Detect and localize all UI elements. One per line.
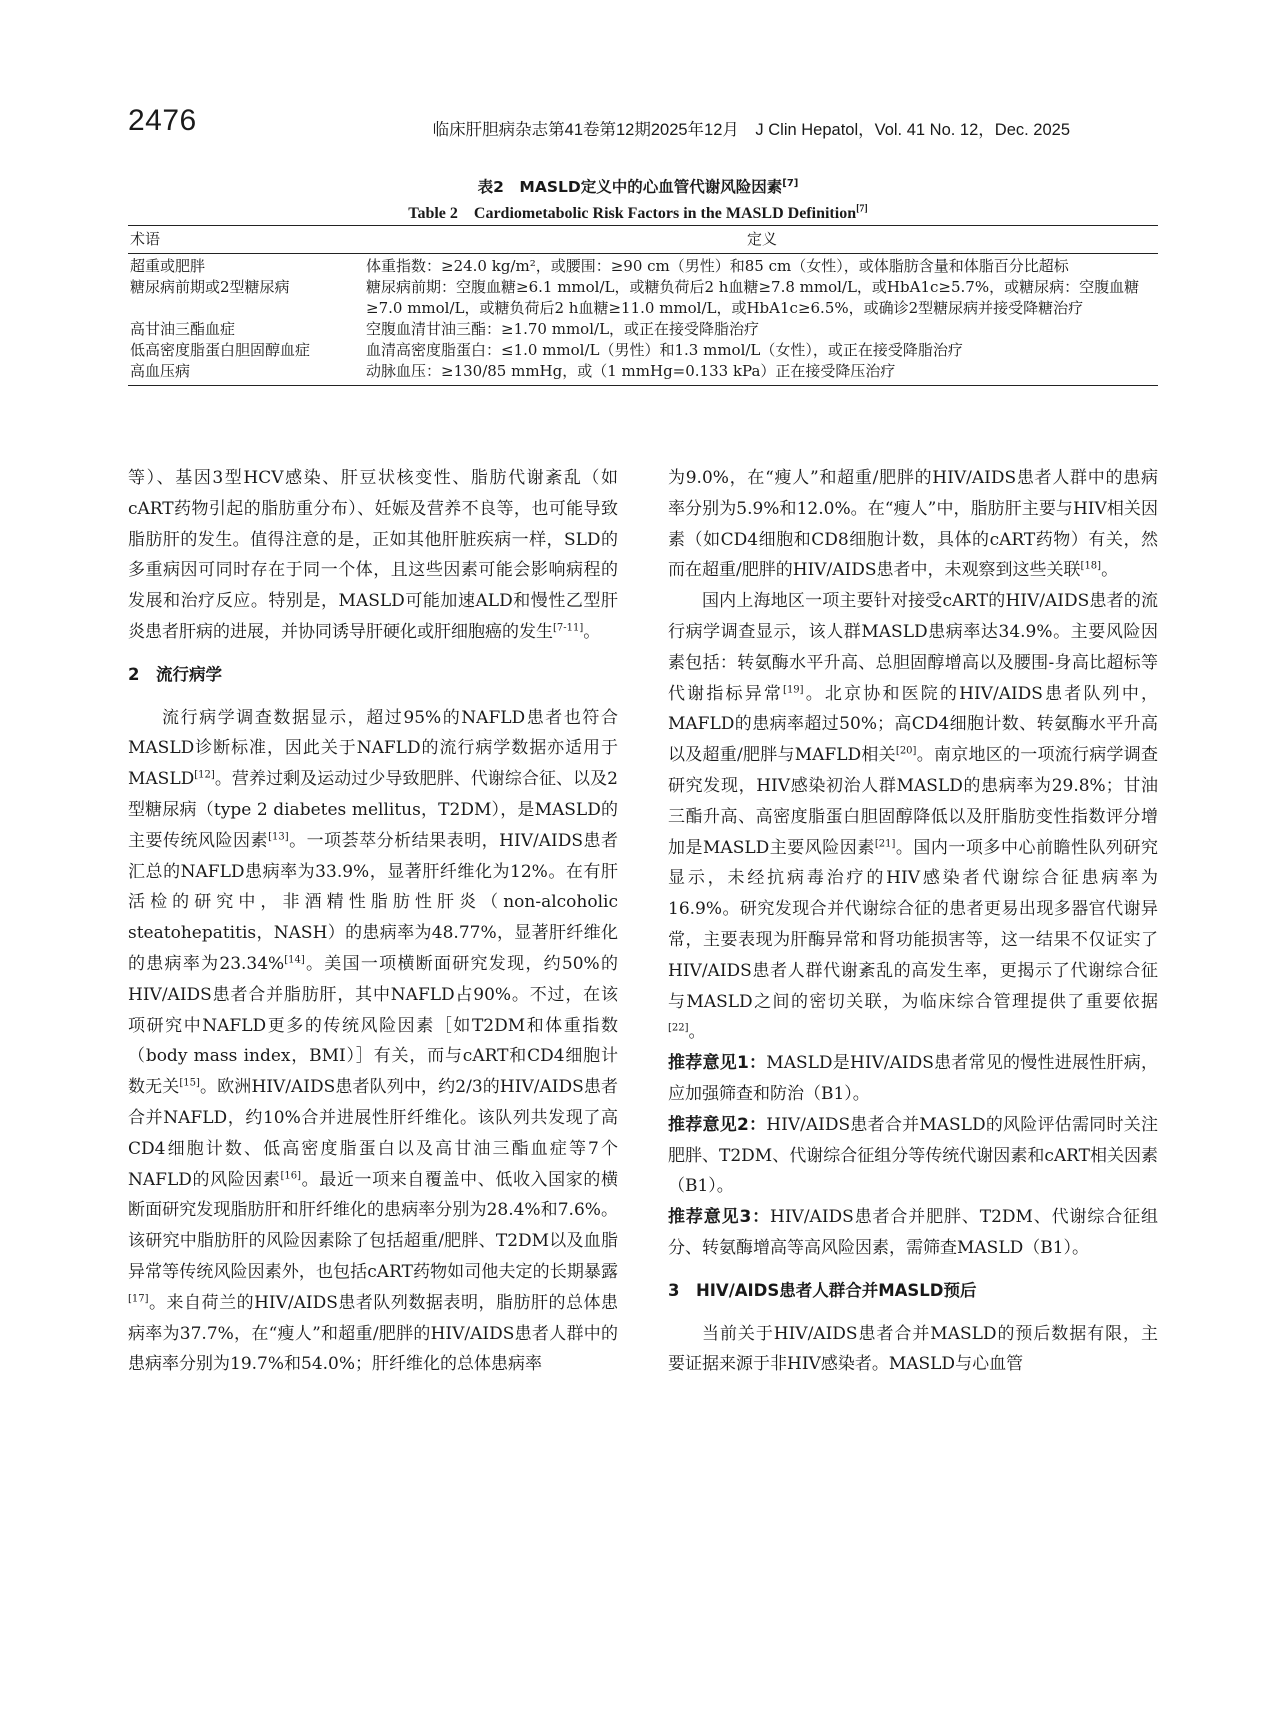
text: 国内上海地区一项主要针对接受cART的HIV/AIDS患者的流行病学调查显示，该人群MASLD患病率达34.9%。主要风险因素包括：转氨酶水平升高、总胆固醇增高以及腰围-身高比超标等代谢指标异常 bbox=[668, 591, 1158, 704]
citation: [19] bbox=[783, 683, 804, 695]
table-cell-definition: 空腹血清甘油三酯：≥1.70 mmol/L，或正在接受降脂治疗 bbox=[366, 320, 760, 338]
recommendation-3 bbox=[668, 1202, 1158, 1264]
table-row bbox=[128, 361, 1158, 382]
text: 。北京协和医院的HIV/AIDS患者队列中，MAFLD的患病率超过50%；高CD4细胞计数、转氨酶水平升高以及超重/肥胖与MAFLD相关 bbox=[668, 683, 1159, 766]
table-cell-definition: 糖尿病前期：空腹血糖≥6.1 mmol/L，或糖负荷后2 h血糖≥7.8 mmol/L，或HbA1c≥5.7%，或糖尿病：空腹血糖≥7.0 mmol/L，或糖负荷后2 h血糖≥11.0 mmol/L，或HbA1c≥6.5%，或确诊2型糖尿病并接受降糖治疗 bbox=[366, 278, 1140, 317]
paragraph bbox=[128, 703, 618, 1381]
paragraph: 当前关于HIV/AIDS患者合并MASLD的预后数据有限，主要证据来源于非HIV感染者。MASLD与心血管 bbox=[668, 1323, 1158, 1375]
table-header-rule bbox=[128, 253, 1158, 254]
citation: [12] bbox=[194, 769, 215, 781]
citation: [22] bbox=[668, 1022, 689, 1034]
text: 。美国一项横断面研究发现，约50%的HIV/AIDS患者合并脂肪肝，其中NAFLD占90%。不过，在该项研究中NAFLD更多的传统风险因素［如T2DM和体重指数（body mass index，BMI）］有关，而与cART和CD4细胞计数无关 bbox=[128, 953, 618, 1098]
text: 。来自荷兰的HIV/AIDS患者队列数据表明，脂肪肝的总体患病率为37.7%，在“瘦人”和超重/肥胖的HIV/AIDS患者人群中的患病率分别为19.7%和54.0%；肝纤维化的总体患病率 bbox=[128, 1292, 618, 1375]
citation: [15] bbox=[179, 1077, 200, 1089]
citation: [17] bbox=[128, 1293, 149, 1305]
table-cell-term: 糖尿病前期或2型糖尿病 bbox=[130, 278, 290, 296]
citation: [20] bbox=[895, 745, 917, 757]
recommendation-label: 推荐意见2： bbox=[668, 1114, 767, 1135]
text: 。南京地区的一项流行病学调查研究发现，HIV感染初治人群MASLD的患病率为29.8%；甘油三酯升高、高密度脂蛋白胆固醇降低以及肝脂肪变性指数评分增加是MASLD主要风险因素 bbox=[668, 745, 1158, 858]
table-cell-definition: 血清高密度脂蛋白：≤1.0 mmol/L（男性）和1.3 mmol/L（女性），或正在接受降脂治疗 bbox=[366, 341, 963, 359]
paragraph bbox=[668, 586, 1158, 1048]
table-header-definition: 定义 bbox=[746, 230, 777, 248]
text: 。 bbox=[1101, 560, 1119, 581]
text: 流行病学调查数据显示，超过95%的NAFLD患者也符合MASLD诊断标准，因此关于NAFLD的流行病学数据亦适用于MASLD bbox=[128, 707, 618, 790]
text: HIV/AIDS患者合并MASLD的风险评估需同时关注肥胖、T2DM、代谢综合征组分等传统代谢因素和cART相关因素（B1）。 bbox=[668, 1114, 1158, 1197]
page-number: 2476 bbox=[128, 104, 197, 137]
text: 。一项荟萃分析结果表明，HIV/AIDS患者汇总的NAFLD患病率为33.9%，显著肝纤维化为12%。在有肝活检的研究中，非酒精性脂肪性肝炎（non-alcoholic steatohepatitis，NASH）的患病率为48.77%，显著肝纤维化的患病率为23.34% bbox=[128, 830, 619, 974]
table-row bbox=[128, 340, 1158, 361]
left-column bbox=[128, 463, 618, 1380]
citation: [18] bbox=[1080, 560, 1102, 572]
text: HIV/AIDS患者合并肥胖、T2DM、代谢综合征组分、转氨酶增高等高风险因素，需筛查MASLD（B1）。 bbox=[668, 1207, 1158, 1258]
running-header: 临床肝胆病杂志第41卷第12期2025年12月 J Clin Hepatol，Vol. 41 No. 12，Dec. 2025 bbox=[432, 121, 1070, 139]
text: 。 bbox=[688, 1022, 706, 1043]
citation: [14] bbox=[284, 954, 305, 966]
table-row bbox=[128, 319, 1158, 340]
text: 。欧洲HIV/AIDS患者队列中，约2/3的HIV/AIDS患者合并NAFLD，约10%合并进展性肝纤维化。该队列共发现了高CD4细胞计数、低高密度脂蛋白以及高甘油三酯血症等7个NAFLD的风险因素 bbox=[128, 1077, 618, 1190]
table-cell-definition: 体重指数：≥24.0 kg/m²，或腰围：≥90 cm（男性）和85 cm（女性），或体脂肪含量和体脂百分比超标 bbox=[366, 257, 1069, 275]
text: 。最近一项来自覆盖中、低收入国家的横断面研究发现脂肪肝和肝纤维化的患病率分别为28.4%和7.6%。该研究中脂肪肝的风险因素除了包括超重/肥胖、T2DM以及血脂异常等传统风险因素外，也包括cART药物如司他夫定的长期暴露 bbox=[128, 1169, 618, 1282]
section-heading: 2 流行病学 bbox=[128, 664, 222, 684]
table-row bbox=[128, 277, 1158, 319]
table-cell-term: 超重或肥胖 bbox=[130, 257, 206, 275]
citation: [13] bbox=[268, 831, 289, 843]
table-row bbox=[128, 256, 1158, 277]
recommendation-2 bbox=[668, 1110, 1158, 1202]
table-cell-term: 高血压病 bbox=[130, 362, 191, 380]
table-cell-term: 低高密度脂蛋白胆固醇血症 bbox=[130, 341, 311, 359]
table-caption-cn bbox=[0, 175, 1276, 197]
section-heading: 3 HIV/AIDS患者人群合并MASLD预后 bbox=[668, 1280, 977, 1300]
text: 。 bbox=[583, 621, 601, 642]
table-caption-cn-text: 表2 MASLD定义中的心血管代谢风险因素 bbox=[477, 178, 783, 196]
text: 为9.0%，在“瘦人”和超重/肥胖的HIV/AIDS患者人群中的患病率分别为5.9%和12.0%。在“瘦人”中，脂肪肝主要与HIV相关因素（如CD4细胞和CD8细胞计数，具体的cART药物）有关，然而在超重/肥胖的HIV/AIDS患者中，未观察到这些关联 bbox=[668, 468, 1158, 581]
citation: [16] bbox=[280, 1169, 302, 1181]
table-caption-ref-en: [7] bbox=[856, 203, 868, 215]
right-column bbox=[668, 463, 1158, 1380]
text: 。国内一项多中心前瞻性队列研究显示，未经抗病毒治疗的HIV感染者代谢综合征患病率为16.9%。研究发现合并代谢综合征的患者更易出现多器官代谢异常，主要表现为肝酶异常和肾功能损害等，这一结果不仅证实了HIV/AIDS患者人群代谢紊乱的高发生率，更揭示了代谢综合征与MASLD之间的密切关联，为临床综合管理提供了重要依据 bbox=[668, 837, 1159, 1012]
table-caption-en bbox=[0, 200, 1276, 223]
text: MASLD是HIV/AIDS患者常见的慢性进展性肝病，应加强筛查和防治（B1）。 bbox=[668, 1053, 1158, 1104]
risk-factor-table bbox=[128, 226, 1158, 386]
citation: [21] bbox=[874, 837, 896, 849]
recommendation-label: 推荐意见1： bbox=[668, 1053, 767, 1074]
table-header-term: 术语 bbox=[130, 230, 161, 248]
table-cell-definition: 动脉血压：≥130/85 mmHg，或（1 mmHg=0.133 kPa）正在接受降压治疗 bbox=[366, 362, 896, 380]
table-header-row bbox=[128, 226, 1158, 253]
citation: [7-11] bbox=[553, 622, 584, 634]
table-bottom-rule bbox=[128, 385, 1158, 386]
table-cell-term: 高甘油三酯血症 bbox=[130, 320, 236, 338]
table-caption-en-text: Table 2 Cardiometabolic Risk Factors in the MASLD Definition bbox=[408, 205, 857, 222]
recommendation-1 bbox=[668, 1048, 1158, 1110]
table-caption-ref: [7] bbox=[782, 177, 799, 189]
paragraph bbox=[128, 463, 618, 648]
paragraph bbox=[668, 463, 1158, 586]
text: 等）、基因3型HCV感染、肝豆状核变性、脂肪代谢紊乱（如cART药物引起的脂肪重分布）、妊娠及营养不良等，也可能导致脂肪肝的发生。值得注意的是，正如其他肝脏疾病一样，SLD的多重病因可同时存在于同一个体，且这些因素可能会影响病程的发展和治疗反应。特别是，MASLD可能加速ALD和慢性乙型肝炎患者肝病的进展，并协同诱导肝硬化或肝细胞癌的发生 bbox=[128, 468, 618, 642]
text: 。营养过剩及运动过少导致肥胖、代谢综合征、以及2型糖尿病（type 2 diabetes mellitus，T2DM），是MASLD的主要传统风险因素 bbox=[128, 769, 618, 851]
recommendation-label: 推荐意见3： bbox=[668, 1207, 771, 1228]
